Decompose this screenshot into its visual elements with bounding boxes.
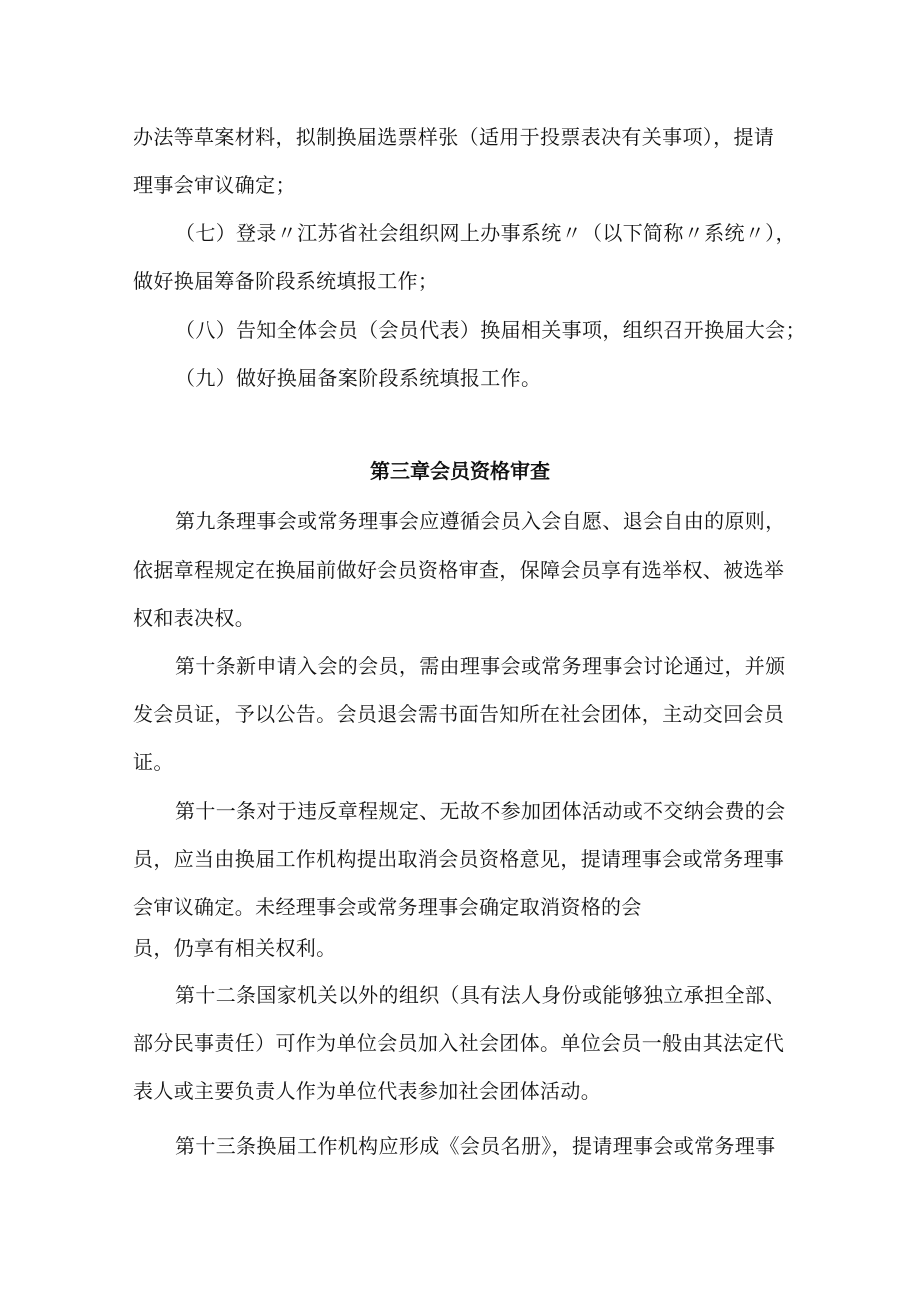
text-line: （九）做好换届备案阶段系统填报工作。 (175, 366, 542, 390)
text-line: 第十条新申请入会的会员，需由理事会或常务理事会讨论通过，并颁 (175, 654, 786, 678)
text-line: 证。 (133, 750, 174, 774)
text-line: 表人或主要负责人作为单位代表参加社会团体活动。 (133, 1079, 602, 1103)
text-line: 第十三条换届工作机构应形成《会员名册》，提请理事会或常务理事 (175, 1134, 776, 1158)
text-line: （七）登录〃江苏省社会组织网上办事系统〃（以下简称〃系统〃）， (175, 221, 796, 245)
text-line: 第九条理事会或常务理事会应遵循会员入会自愿、退会自由的原则， (175, 509, 786, 533)
text-line: 第十一条对于违反章程规定、无故不参加团体活动或不交纳会费的会 (175, 799, 786, 823)
text-line: 做好换届筹备阶段系统填报工作； (133, 269, 439, 293)
text-line: 权和表决权。 (133, 606, 256, 630)
text-line: 部分民事责任）可作为单位会员加入社会团体。单位会员一般由其法定代 (133, 1031, 785, 1055)
text-line: 会审议确定。未经理事会或常务理事会确定取消资格的会 (133, 895, 642, 919)
text-line: 理事会审议确定； (133, 173, 296, 197)
text-line: （八）告知全体会员（会员代表）换届相关事项，组织召开换届大会； (175, 318, 806, 342)
text-line: 发会员证，予以公告。会员退会需书面告知所在社会团体，主动交回会员 (133, 702, 785, 726)
chapter-heading: 第三章会员资格审查 (370, 459, 550, 483)
text-line: 办法等草案材料，拟制换届选票样张（适用于投票表决有关事项），提请 (133, 125, 775, 149)
text-line: 员，应当由换届工作机构提出取消会员资格意见，提请理事会或常务理事 (133, 847, 785, 871)
text-line: 员，仍享有相关权利。 (133, 936, 337, 960)
text-line: 依据章程规定在换届前做好会员资格审查，保障会员享有选举权、被选举 (133, 558, 785, 582)
text-line: 第十二条国家机关以外的组织（具有法人身份或能够独立承担全部、 (175, 983, 786, 1007)
